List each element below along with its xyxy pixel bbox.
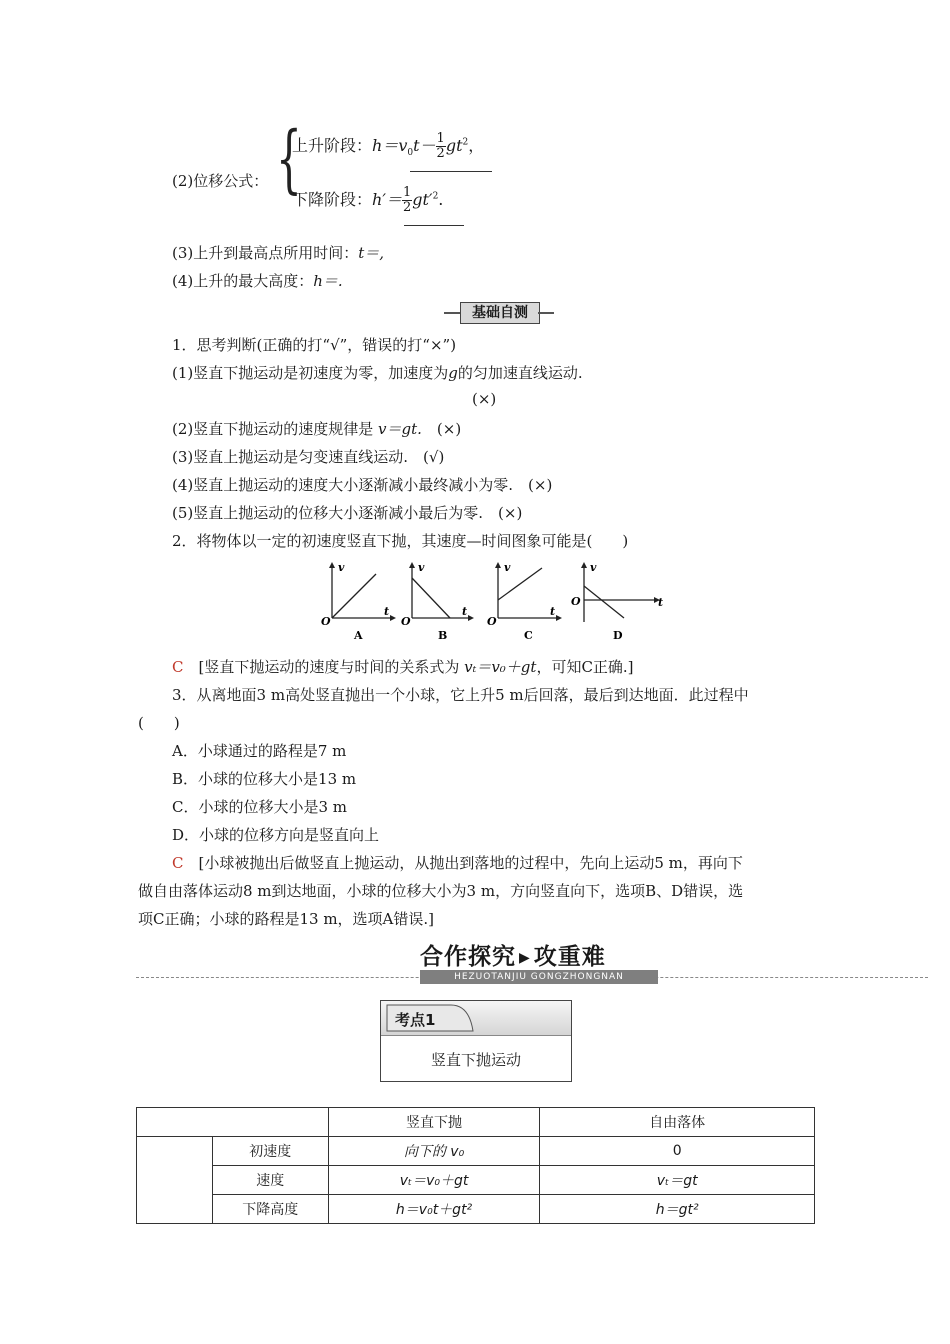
self-test-title: 基础自测 bbox=[460, 302, 540, 324]
graph-b-v: v bbox=[418, 561, 425, 574]
table-cell: 0 bbox=[540, 1137, 815, 1166]
graph-c-t: t bbox=[550, 605, 556, 618]
rise-label: 上升阶段： bbox=[292, 136, 373, 155]
q2-answer: C [竖直下抛运动的速度与时间的关系式为 vₜ＝v₀＋gt，可知C正确.] bbox=[172, 658, 634, 676]
graph-a bbox=[318, 560, 398, 642]
rise-sup: 2 bbox=[462, 137, 469, 148]
table-row bbox=[137, 1166, 815, 1195]
q3-answer-line-3: 项C正确；小球的路程是13 m，选项A错误.] bbox=[138, 910, 435, 928]
q1-item-1: (1)竖直下抛运动是初速度为零，加速度为g的匀加速直线运动. bbox=[172, 364, 583, 382]
q3-answer-line-1: C [小球被抛出后做竖直上抛运动，从抛出到落地的过程中，先向上运动5 m，再向下 bbox=[172, 854, 743, 872]
q3-option-c: C．小球的位移大小是3 m bbox=[172, 798, 348, 816]
graph-b-t: t bbox=[462, 605, 468, 618]
graph-d-v: v bbox=[590, 561, 597, 574]
fall-sup: 2 bbox=[432, 191, 439, 202]
q1-item-5: (5)竖直上抛运动的位移大小逐渐减小最后为零. (×) bbox=[172, 504, 523, 522]
section-title: 合作探究 ▶ 攻重难 bbox=[420, 944, 606, 970]
graph-c-v: v bbox=[504, 561, 511, 574]
rise-eq-tail: gt bbox=[445, 136, 463, 155]
fall-blank-line bbox=[404, 225, 464, 226]
q3-answer-letter: C bbox=[172, 854, 184, 872]
fall-fraction: $\frac{1}{2}$ bbox=[402, 185, 412, 215]
rise-end: ， bbox=[468, 136, 485, 155]
q3-option-d: D．小球的位移方向是竖直向上 bbox=[172, 826, 380, 844]
q3-option-b: B．小球的位移大小是13 m bbox=[172, 770, 357, 788]
graph-c bbox=[484, 560, 564, 642]
graph-d bbox=[566, 560, 670, 642]
graph-b-label: B bbox=[438, 629, 448, 642]
table-row-name: 下降高度 bbox=[212, 1195, 328, 1224]
section-subtitle: HEZUOTANJIU GONGZHONGNAN bbox=[420, 970, 658, 984]
rise-eq-t: t－ bbox=[413, 136, 436, 155]
rise-eq-sub: 0 bbox=[407, 148, 414, 159]
kaodian-text: 竖直下抛运动 bbox=[430, 1051, 521, 1069]
kaodian-tab bbox=[381, 1001, 571, 1036]
rise-formula bbox=[292, 132, 484, 161]
q1-item-4: (4)竖直上抛运动的速度大小逐渐减小最终减小为零. (×) bbox=[172, 476, 553, 494]
fall-eq-lhs: h′＝ bbox=[372, 190, 402, 209]
q2-answer-letter: C bbox=[172, 658, 184, 676]
q1-item-3: (3)竖直上抛运动是匀变速直线运动. (√) bbox=[172, 448, 445, 466]
fall-label: 下降阶段： bbox=[292, 190, 373, 209]
table-header-row bbox=[137, 1108, 815, 1137]
table-row-group bbox=[137, 1137, 213, 1224]
q1-item-2: (2)竖直下抛运动的速度规律是 v＝gt. (×) bbox=[172, 420, 462, 438]
self-test-banner bbox=[444, 301, 554, 325]
graph-a-v: v bbox=[338, 561, 345, 574]
table-header-cell: 自由落体 bbox=[540, 1108, 815, 1137]
kaodian-label: 考点1 bbox=[395, 1011, 436, 1029]
q1-head: 1．思考判断(正确的打“√”，错误的打“×”) bbox=[172, 336, 457, 354]
graph-d-label: D bbox=[613, 629, 623, 642]
table-cell: h＝gt² bbox=[540, 1195, 815, 1224]
kaodian-box bbox=[380, 1000, 572, 1082]
fall-formula bbox=[292, 186, 443, 215]
table-header-cell: 竖直下抛 bbox=[328, 1108, 540, 1137]
graph-d-t: t bbox=[658, 596, 664, 609]
fall-end: . bbox=[438, 190, 444, 209]
table-row bbox=[137, 1137, 815, 1166]
graph-c-o: O bbox=[487, 615, 497, 628]
comparison-table bbox=[136, 1107, 815, 1224]
rise-blank-line bbox=[410, 171, 492, 172]
table-cell: vₜ＝v₀＋gt bbox=[328, 1166, 540, 1195]
table-header-empty bbox=[137, 1108, 329, 1137]
q3-option-a: A．小球通过的路程是7 m bbox=[172, 742, 347, 760]
q3-head: 3．从离地面3 m高处竖直抛出一个小球，它上升5 m后回落，最后到达地面．此过程中 bbox=[172, 686, 749, 704]
rise-eq-lhs: h＝v bbox=[372, 136, 408, 155]
formula-label: (2)位移公式： bbox=[172, 172, 269, 190]
table-cell: vₜ＝gt bbox=[540, 1166, 815, 1195]
graph-c-label: C bbox=[524, 629, 533, 642]
graph-b-o: O bbox=[401, 615, 411, 628]
q1-item-1-answer: (×) bbox=[472, 390, 497, 408]
rise-fraction: $\frac{1}{2}$ bbox=[436, 131, 445, 161]
graph-b bbox=[398, 560, 478, 642]
graph-a-t: t bbox=[384, 605, 390, 618]
table-cell: 向下的 v₀ bbox=[328, 1137, 540, 1166]
table-row-name: 初速度 bbox=[212, 1137, 328, 1166]
fall-eq-tail: gt′ bbox=[412, 190, 433, 209]
section-arrow-icon: ▶ bbox=[519, 949, 531, 966]
line-3: (3)上升到最高点所用时间：t＝, bbox=[172, 244, 385, 262]
line-4: (4)上升的最大高度：h＝. bbox=[172, 272, 343, 290]
table-row-name: 速度 bbox=[212, 1166, 328, 1195]
q3-paren: ( ) bbox=[138, 714, 180, 732]
graph-a-o: O bbox=[321, 615, 331, 628]
table-row bbox=[137, 1195, 815, 1224]
q3-answer-line-2: 做自由落体运动8 m到达地面，小球的位移大小为3 m，方向竖直向下，选项B、D错误，选 bbox=[138, 882, 744, 900]
q2-head: 2．将物体以一定的初速度竖直下抛，其速度—时间图象可能是( ) bbox=[172, 532, 629, 550]
brace-icon: { bbox=[276, 116, 302, 202]
graph-d-o: O bbox=[571, 595, 581, 608]
table-cell: h＝v₀t＋gt² bbox=[328, 1195, 540, 1224]
graph-a-label: A bbox=[354, 629, 363, 642]
